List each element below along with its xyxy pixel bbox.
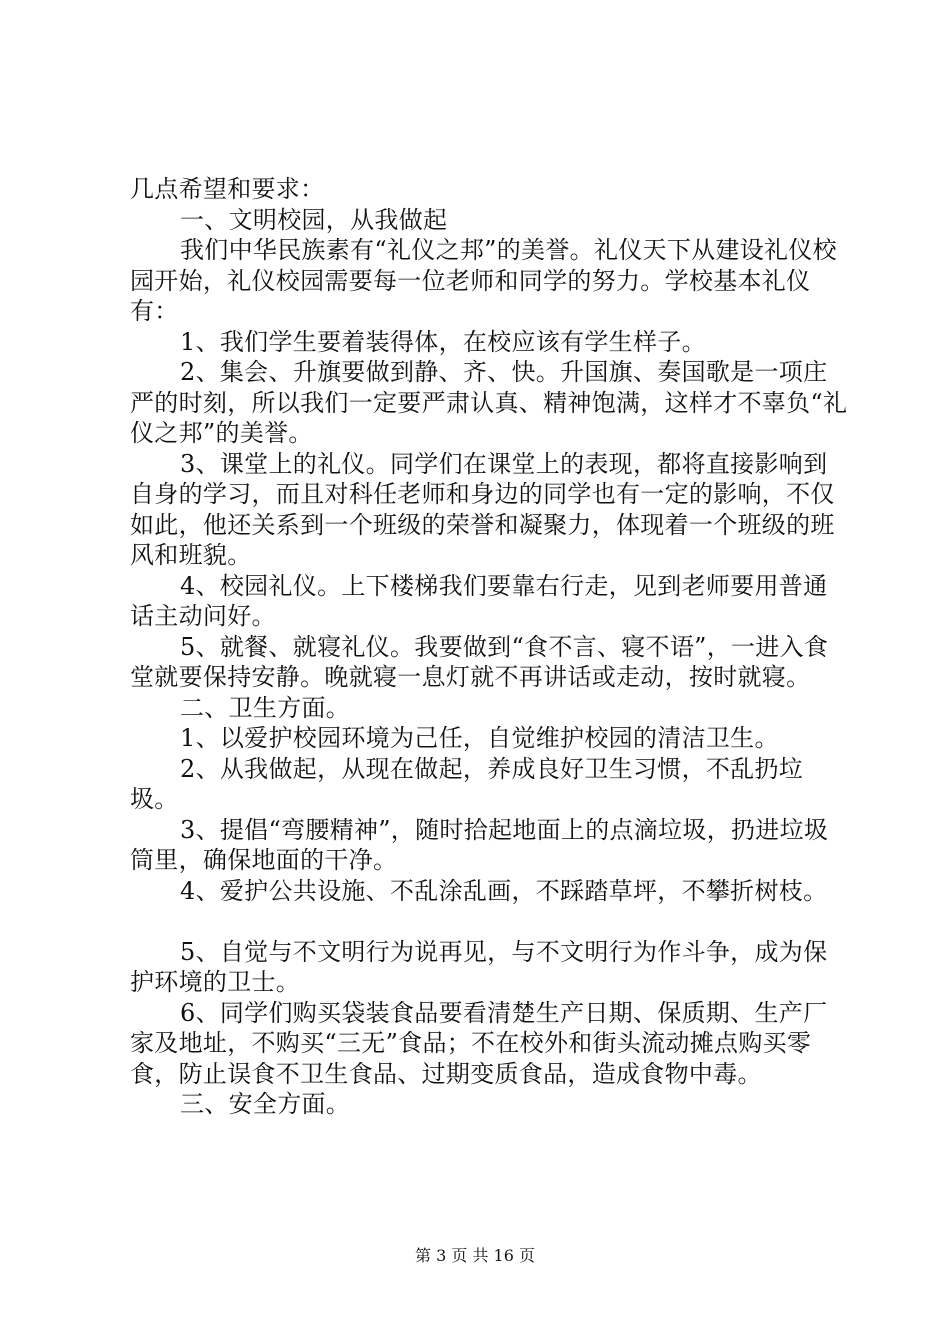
list-item-hygiene-3: 3、提倡“弯腰精神”，随时拾起地面上的点滴垃圾，扔进垃圾筒里，确保地面的干净。 (130, 815, 829, 874)
list-item-dining-sleep: 5、就餐、就寝礼仪。我要做到“食不言、寝不语”，一进入食堂就要保持安静。晚就寝一息灯就不再讲话或走动，按时就寝。 (130, 632, 829, 691)
blank-line (130, 906, 850, 937)
section-heading-civility: 一、文明校园，从我做起 (180, 205, 448, 234)
intro-line: 几点希望和要求： (130, 175, 325, 203)
document-body (130, 174, 850, 1120)
list-item-campus-etiquette: 4、校园礼仪。上下楼梯我们要靠右行走，见到老师要用普通话主动问好。 (130, 571, 828, 630)
list-item-dress: 1、我们学生要着装得体，在校应该有学生样子。 (180, 327, 706, 356)
list-item-classroom: 3、课堂上的礼仪。同学们在课堂上的表现，都将直接影响到自身的学习，而且对科任老师和身边的同学也有一定的影响，不仅如此，他还关系到一个班级的荣誉和凝聚力，体现着一个班级的班风和班貌。 (130, 449, 835, 569)
section-heading-safety: 三、安全方面。 (180, 1090, 351, 1118)
paragraph-etiquette-intro: 我们中华民族素有“礼仪之邦”的美誉。礼仪天下从建设礼仪校园开始，礼仪校园需要每一位老师和同学的努力。学校基本礼仪有： (130, 236, 837, 325)
list-item-hygiene-1: 1、以爱护校园环境为己任，自觉维护校园的清洁卫生。 (180, 724, 779, 752)
list-item-assembly: 2、集会、升旗要做到静、齐、快。升国旗、奏国歌是一项庄严的时刻，所以我们一定要严肃认真、精神饱满，这样才不辜负“礼仪之邦”的美誉。 (130, 358, 848, 447)
list-item-hygiene-4: 4、爱护公共设施、不乱涂乱画，不踩踏草坪，不攀折树枝。 (180, 876, 828, 905)
list-item-hygiene-6: 6、同学们购买袋装食品要看清楚生产日期、保质期、生产厂家及地址，不购买“三无”食品；不在校外和街头流动摊点购买零食，防止误食不卫生食品、过期变质食品，造成食物中毒。 (130, 998, 828, 1088)
page-number-footer: 第 3 页 共 16 页 (415, 1246, 535, 1265)
list-item-hygiene-2: 2、从我做起，从现在做起，养成良好卫生习惯，不乱扔垃圾。 (130, 754, 804, 813)
section-heading-hygiene: 二、卫生方面。 (180, 693, 351, 722)
list-item-hygiene-5: 5、自觉与不文明行为说再见，与不文明行为作斗争，成为保护环境的卫士。 (130, 937, 828, 996)
